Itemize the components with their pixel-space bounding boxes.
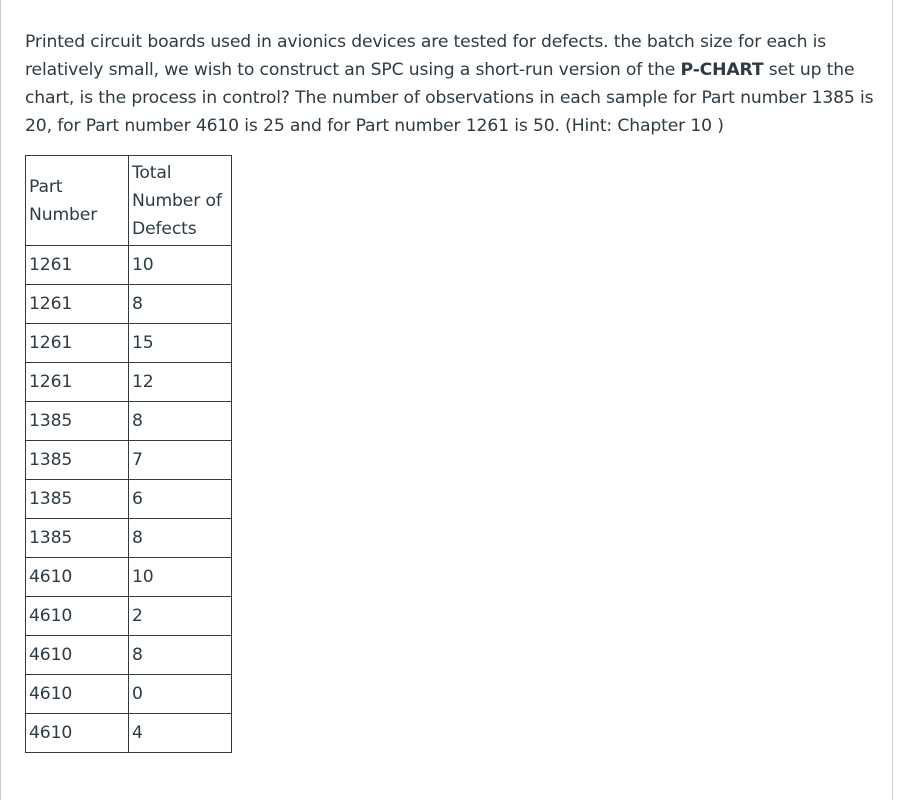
table-row <box>26 597 232 636</box>
table-row <box>26 285 232 324</box>
table-row <box>26 558 232 597</box>
cell-part-number: 1261 <box>26 285 129 324</box>
cell-part-number: 4610 <box>26 714 129 753</box>
question-text-before: Printed circuit boards used in avionics devices are tested for defects. the batch size for each is relatively small, we wish to construct an SPC using a short-run version of the <box>25 32 827 80</box>
cell-total-defects: 8 <box>129 519 232 558</box>
cell-total-defects: 10 <box>129 246 232 285</box>
cell-total-defects: 6 <box>129 480 232 519</box>
cell-part-number: 1261 <box>26 363 129 402</box>
table-row <box>26 675 232 714</box>
table-row <box>26 480 232 519</box>
table-row <box>26 402 232 441</box>
question-text <box>25 28 875 140</box>
cell-part-number: 4610 <box>26 597 129 636</box>
cell-part-number: 4610 <box>26 636 129 675</box>
cell-part-number: 1385 <box>26 480 129 519</box>
cell-total-defects: 7 <box>129 441 232 480</box>
cell-total-defects: 4 <box>129 714 232 753</box>
table-row <box>26 636 232 675</box>
header-part-number: Part Number <box>26 156 129 246</box>
cell-part-number: 4610 <box>26 675 129 714</box>
cell-part-number: 1385 <box>26 519 129 558</box>
cell-part-number: 1385 <box>26 402 129 441</box>
table-row <box>26 519 232 558</box>
question-text-after: set up the chart, is the process in control? The number of observations in each sample for Part number 1385 is 20, for Part number 4610 is 25 and for Part number 1261 is 50. (Hint: Chapter 10 ) <box>25 60 874 136</box>
cell-total-defects: 12 <box>129 363 232 402</box>
cell-total-defects: 2 <box>129 597 232 636</box>
table-row <box>26 363 232 402</box>
table-row <box>26 714 232 753</box>
table-body <box>26 246 232 753</box>
table-row <box>26 441 232 480</box>
cell-total-defects: 10 <box>129 558 232 597</box>
cell-part-number: 1261 <box>26 324 129 363</box>
table-header-row <box>26 156 232 246</box>
cell-total-defects: 0 <box>129 675 232 714</box>
cell-total-defects: 8 <box>129 402 232 441</box>
cell-part-number: 4610 <box>26 558 129 597</box>
cell-part-number: 1261 <box>26 246 129 285</box>
header-total-defects: Total Number of Defects <box>129 156 232 246</box>
question-bold-term: P-CHART <box>680 60 764 80</box>
cell-total-defects: 8 <box>129 636 232 675</box>
table-row <box>26 324 232 363</box>
cell-total-defects: 8 <box>129 285 232 324</box>
cell-part-number: 1385 <box>26 441 129 480</box>
table-row <box>26 246 232 285</box>
defects-table <box>25 155 232 753</box>
cell-total-defects: 15 <box>129 324 232 363</box>
